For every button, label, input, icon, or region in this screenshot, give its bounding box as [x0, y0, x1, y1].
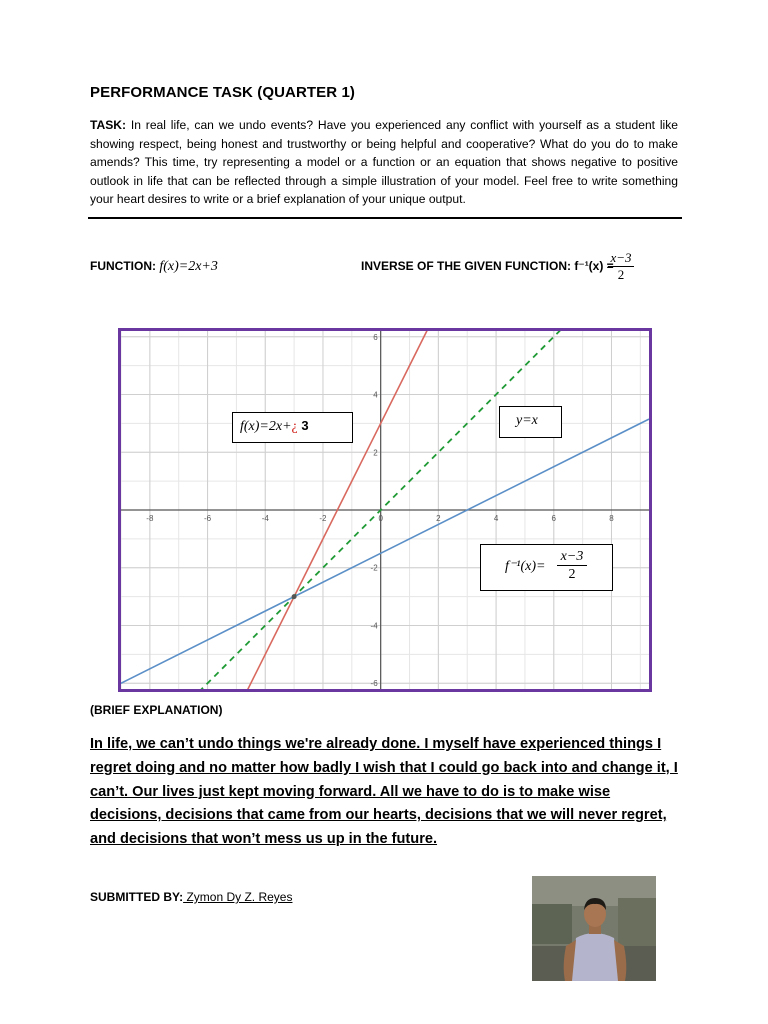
inverse-label-box	[480, 544, 613, 591]
intersection-point	[292, 594, 297, 599]
brief-explanation-label: (BRIEF EXPLANATION)	[90, 703, 223, 717]
graph-frame	[118, 328, 652, 692]
inverse-box-lhs: f⁻¹(x)=	[505, 559, 546, 574]
task-text: In real life, can we undo events? Have you experienced any conflict with yourself as a student like showing respect, being honest and trustworthy or being helpful and cooperative? What do you do to make amends? This time, try representing a model or a function or an equation that shows negative to positive outlook in life that can be reflected through a simple illustration of your model. Feel free to write something your heart desires to write or a brief explanation of your unique output.	[90, 118, 678, 207]
y-tick-label: -2	[370, 563, 378, 573]
function-graph	[121, 331, 649, 689]
x-tick-label: -6	[203, 514, 212, 523]
task-label: TASK:	[90, 118, 127, 132]
x-tick-label: 0	[378, 514, 383, 523]
x-tick-label: -8	[146, 514, 154, 523]
x-tick-label: 2	[436, 514, 441, 523]
y-tick-label: 6	[373, 332, 378, 342]
x-tick-label: 4	[493, 514, 499, 523]
page-title: PERFORMANCE TASK (QUARTER 1)	[90, 84, 356, 101]
function-box-expr: f(x)=2x+	[240, 419, 292, 434]
function-label-box	[232, 412, 353, 443]
inverse-lhs: f⁻¹(x) =	[574, 259, 614, 273]
y-tick-label: -4	[370, 621, 378, 631]
inverse-box-denominator: 2	[568, 567, 576, 582]
x-tick-label: -4	[261, 514, 269, 523]
y-tick-label: 2	[373, 448, 378, 458]
submitter-name: Zymon Dy Z. Reyes	[183, 890, 293, 904]
inverse-fraction	[608, 250, 634, 283]
submitted-by	[90, 890, 292, 904]
inverse-numerator: x−3	[608, 250, 634, 267]
inverse-label: INVERSE OF THE GIVEN FUNCTION:	[361, 259, 572, 273]
function-label: FUNCTION:	[90, 259, 156, 273]
function-box-text	[240, 418, 309, 435]
submitted-label: SUBMITTED BY:	[90, 890, 184, 904]
x-tick-label: 8	[609, 514, 614, 523]
function-expression: f(x)=2x+3	[159, 259, 218, 274]
divider-line	[88, 217, 682, 219]
inverse-denominator: 2	[617, 267, 625, 282]
explanation-paragraph: In life, we can’t undo things we're already done. I myself have experienced things I regret doing and no matter how badly I wish that I could go back into and change it, I can’t. Our lives just kept moving forward. All we have to do is to make wise decisions, decisions that came from our hearts, decisions that we will never regret, and decisions that won’t mess us up in the future.	[90, 736, 678, 848]
inverse-box-numerator: x−3	[557, 549, 587, 566]
function-box-glitch: ¿	[291, 419, 298, 434]
function-line	[90, 259, 218, 275]
y-tick-label: -6	[370, 679, 378, 689]
task-paragraph	[90, 116, 678, 209]
student-photo	[532, 876, 656, 981]
y-tick-label: 4	[373, 390, 378, 400]
identity-box-text: y=x	[516, 413, 538, 428]
function-box-tail: 3	[297, 418, 309, 433]
x-tick-label: -2	[319, 514, 327, 523]
x-tick-label: 6	[551, 514, 557, 523]
identity-label-box	[499, 406, 562, 438]
inverse-line	[361, 259, 614, 273]
student-photo-image	[532, 876, 656, 981]
